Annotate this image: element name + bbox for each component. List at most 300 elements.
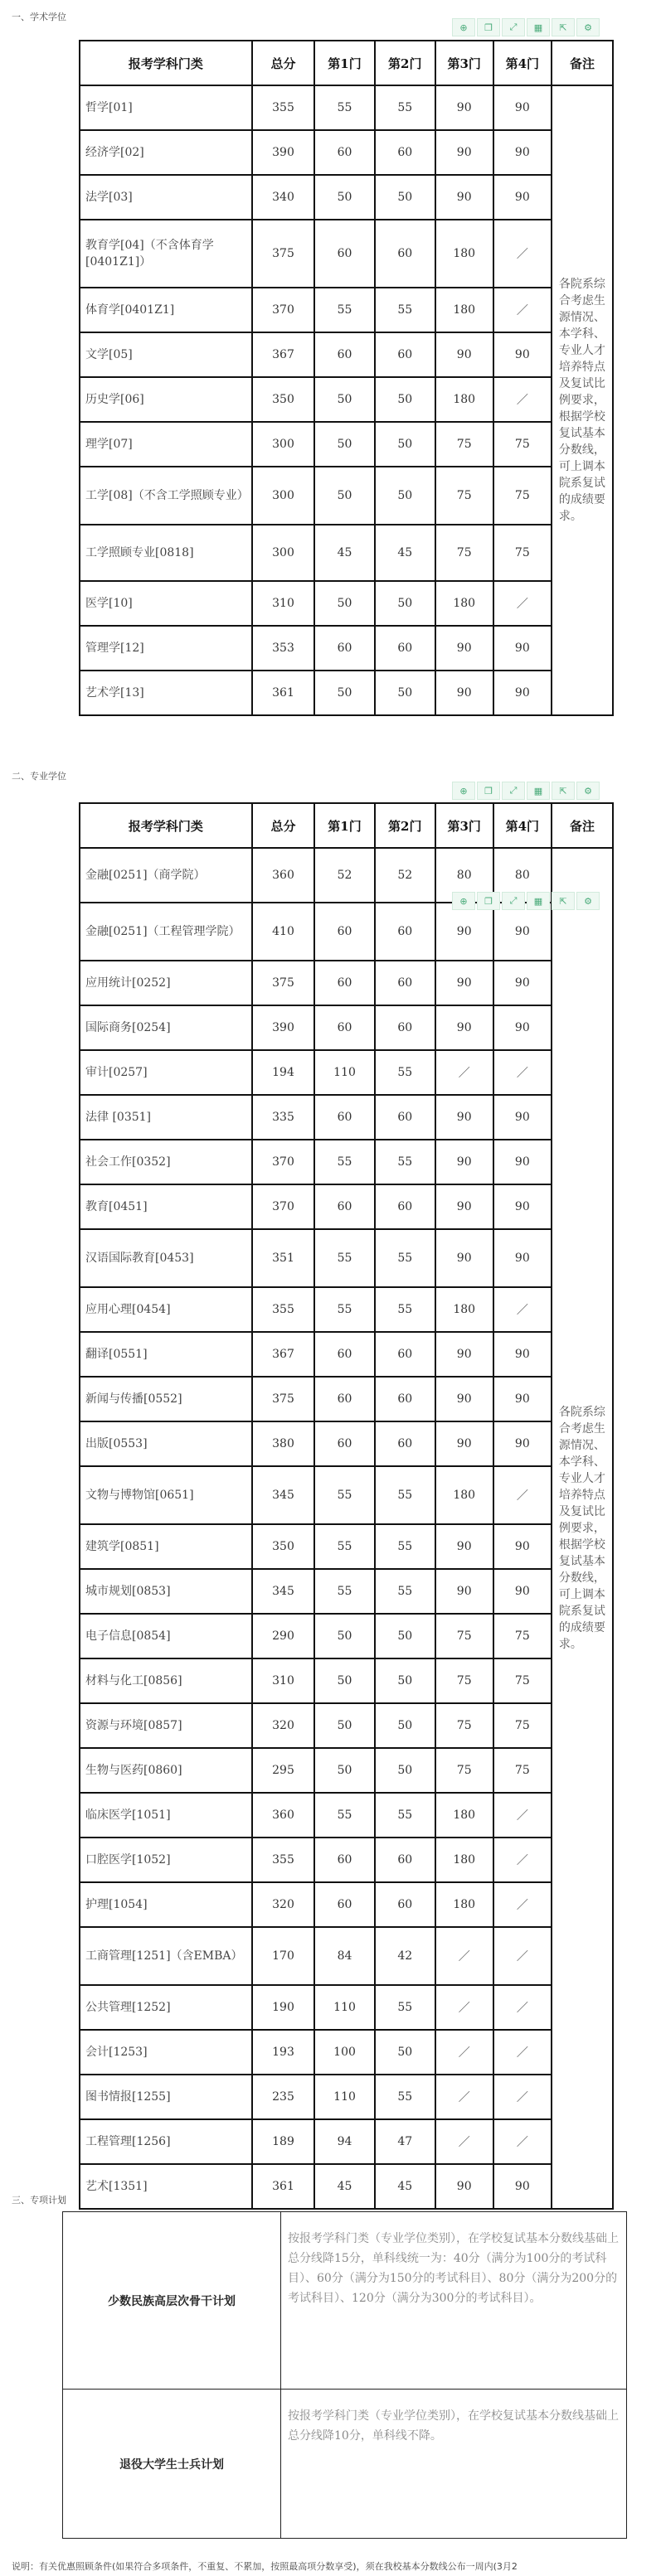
score-cell: 60 <box>314 130 375 175</box>
score-cell: 60 <box>375 332 435 377</box>
score-cell: 60 <box>314 220 375 288</box>
score-cell: ／ <box>493 1838 552 1882</box>
subject-cell: 艺术[1351] <box>80 2164 252 2209</box>
score-cell: 75 <box>493 1703 552 1748</box>
score-cell: 110 <box>314 2075 375 2119</box>
score-cell: ／ <box>493 1985 552 2030</box>
score-cell: 235 <box>252 2075 314 2119</box>
score-cell: 90 <box>493 1005 552 1050</box>
table-icon[interactable]: ▦ <box>527 892 550 910</box>
score-cell: 60 <box>314 1882 375 1927</box>
score-cell: 60 <box>375 1184 435 1229</box>
table-row <box>80 85 613 130</box>
subject-cell: 公共管理[1252] <box>80 1985 252 2030</box>
search-plus-icon[interactable]: ⊕ <box>452 782 475 800</box>
score-cell: 60 <box>375 1332 435 1377</box>
score-cell: 75 <box>435 467 493 525</box>
score-cell: 45 <box>314 525 375 581</box>
score-cell: 90 <box>435 961 493 1005</box>
table-header-row <box>80 41 613 85</box>
table-toolbar-2 <box>452 782 600 800</box>
score-cell: 345 <box>252 1569 314 1614</box>
table-row <box>80 1184 613 1229</box>
score-cell: 90 <box>493 1184 552 1229</box>
score-cell: ／ <box>493 2030 552 2075</box>
score-cell: 375 <box>252 961 314 1005</box>
score-cell: 170 <box>252 1927 314 1985</box>
column-header: 第3门 <box>435 41 493 85</box>
table-row <box>80 1466 613 1524</box>
table-row <box>80 1229 613 1287</box>
score-cell: 75 <box>493 467 552 525</box>
score-cell: 194 <box>252 1050 314 1095</box>
score-cell: 90 <box>435 1229 493 1287</box>
score-cell: 50 <box>375 2030 435 2075</box>
score-cell: 55 <box>375 1985 435 2030</box>
table-row <box>80 2030 613 2075</box>
section-1-title: 一、学术学位 <box>12 12 66 22</box>
subject-cell: 材料与化工[0856] <box>80 1658 252 1703</box>
score-cell: 45 <box>375 525 435 581</box>
subject-cell: 图书情报[1255] <box>80 2075 252 2119</box>
score-cell: 52 <box>375 848 435 903</box>
score-cell: 55 <box>375 1140 435 1184</box>
score-cell: 60 <box>314 1184 375 1229</box>
score-cell: 367 <box>252 332 314 377</box>
score-cell: 50 <box>375 1703 435 1748</box>
score-cell: 90 <box>493 1229 552 1287</box>
score-cell: 355 <box>252 1287 314 1332</box>
score-cell: 335 <box>252 1095 314 1140</box>
table-header-row <box>80 803 613 848</box>
score-cell: 180 <box>435 581 493 626</box>
score-cell: 42 <box>375 1927 435 1985</box>
score-cell: 361 <box>252 671 314 715</box>
subject-cell: 经济学[02] <box>80 130 252 175</box>
table-toolbar-3 <box>452 892 600 910</box>
table-row <box>80 1793 613 1838</box>
score-cell: 90 <box>435 1377 493 1421</box>
copy-icon[interactable]: ❐ <box>477 18 500 36</box>
score-cell: 90 <box>435 175 493 220</box>
column-header: 第2门 <box>375 803 435 848</box>
score-cell: 90 <box>493 1569 552 1614</box>
table-row <box>80 467 613 525</box>
score-cell: 180 <box>435 1287 493 1332</box>
subject-cell: 理学[07] <box>80 422 252 467</box>
score-cell: 190 <box>252 1985 314 2030</box>
plan-name: 退役大学生士兵计划 <box>63 2390 281 2539</box>
table-row <box>80 220 613 288</box>
score-cell: 300 <box>252 422 314 467</box>
expand-icon[interactable]: ⤢ <box>502 892 525 910</box>
score-cell: 55 <box>375 1229 435 1287</box>
professional-degree-table <box>79 802 614 2210</box>
table-row <box>80 903 613 961</box>
score-cell: 55 <box>314 1287 375 1332</box>
subject-cell: 城市规划[0853] <box>80 1569 252 1614</box>
column-header: 备注 <box>552 41 613 85</box>
column-header: 报考学科门类 <box>80 41 252 85</box>
export-icon[interactable]: ⇱ <box>552 892 575 910</box>
score-cell: 60 <box>375 220 435 288</box>
subject-cell: 国际商务[0254] <box>80 1005 252 1050</box>
settings-icon[interactable]: ⚙ <box>576 892 600 910</box>
subject-cell: 建筑学[0851] <box>80 1524 252 1569</box>
score-cell: 50 <box>314 1703 375 1748</box>
subject-cell: 医学[10] <box>80 581 252 626</box>
score-cell: 55 <box>314 1466 375 1524</box>
score-cell: ／ <box>493 1466 552 1524</box>
score-cell: 45 <box>314 2164 375 2209</box>
table-row <box>80 422 613 467</box>
score-cell: 75 <box>435 1703 493 1748</box>
subject-cell: 汉语国际教育[0453] <box>80 1229 252 1287</box>
table-row <box>80 1287 613 1332</box>
score-cell: 390 <box>252 1005 314 1050</box>
table-row <box>80 626 613 671</box>
score-cell: 367 <box>252 1332 314 1377</box>
score-cell: 360 <box>252 1793 314 1838</box>
score-cell: 100 <box>314 2030 375 2075</box>
table-row <box>80 2119 613 2164</box>
subject-cell: 金融[0251]（商学院） <box>80 848 252 903</box>
table-toolbar-1 <box>452 18 600 36</box>
subject-cell: 法律 [0351] <box>80 1095 252 1140</box>
score-cell: 110 <box>314 1050 375 1095</box>
score-cell: 90 <box>435 1184 493 1229</box>
score-cell: 350 <box>252 1524 314 1569</box>
score-cell: 310 <box>252 581 314 626</box>
score-cell: 351 <box>252 1229 314 1287</box>
score-cell: 90 <box>435 903 493 961</box>
score-cell: ／ <box>435 1050 493 1095</box>
score-cell: 90 <box>493 961 552 1005</box>
score-cell: 370 <box>252 1184 314 1229</box>
score-cell: 375 <box>252 220 314 288</box>
remark-cell: 各院系综合考虑生源情况、本学科、专业人才培养特点及复试比例要求，根据学校复试基本分数线，可上调本院系复试的成绩要求。 <box>552 848 613 2209</box>
score-cell: 90 <box>493 85 552 130</box>
score-cell: 60 <box>314 1332 375 1377</box>
subject-cell: 工学照顾专业[0818] <box>80 525 252 581</box>
score-cell: ／ <box>435 2119 493 2164</box>
export-icon[interactable]: ⇱ <box>552 18 575 36</box>
score-cell: 60 <box>314 1095 375 1140</box>
score-cell: 55 <box>314 1569 375 1614</box>
score-cell: 55 <box>375 85 435 130</box>
table-row <box>80 1332 613 1377</box>
score-cell: 80 <box>493 848 552 903</box>
subject-cell: 审计[0257] <box>80 1050 252 1095</box>
score-cell: 55 <box>375 1287 435 1332</box>
settings-icon[interactable]: ⚙ <box>576 18 600 36</box>
score-cell: 375 <box>252 1377 314 1421</box>
score-cell: 360 <box>252 848 314 903</box>
score-cell: 90 <box>435 1421 493 1466</box>
score-cell: 60 <box>375 1095 435 1140</box>
score-cell: ／ <box>493 1882 552 1927</box>
score-cell: 370 <box>252 1140 314 1184</box>
subject-cell: 翻译[0551] <box>80 1332 252 1377</box>
plan-row <box>63 2390 627 2539</box>
score-cell: 60 <box>375 1377 435 1421</box>
column-header: 第3门 <box>435 803 493 848</box>
score-cell: 60 <box>314 626 375 671</box>
column-header: 备注 <box>552 803 613 848</box>
score-cell: 60 <box>314 1421 375 1466</box>
column-header: 总分 <box>252 803 314 848</box>
subject-cell: 工商管理[1251]（含EMBA） <box>80 1927 252 1985</box>
score-cell: 50 <box>314 422 375 467</box>
score-cell: 55 <box>314 1524 375 1569</box>
score-cell: 60 <box>375 903 435 961</box>
subject-cell: 口腔医学[1052] <box>80 1838 252 1882</box>
score-cell: 55 <box>375 1569 435 1614</box>
score-cell: 75 <box>493 1748 552 1793</box>
expand-icon[interactable]: ⤢ <box>502 782 525 800</box>
score-cell: 290 <box>252 1614 314 1658</box>
score-cell: ／ <box>493 2075 552 2119</box>
table-row <box>80 1985 613 2030</box>
section-2-title: 二、专业学位 <box>12 771 66 782</box>
expand-icon[interactable]: ⤢ <box>502 18 525 36</box>
column-header: 第1门 <box>314 41 375 85</box>
score-cell: 90 <box>493 175 552 220</box>
score-cell: 60 <box>375 1005 435 1050</box>
table-row <box>80 961 613 1005</box>
subject-cell: 教育[0451] <box>80 1184 252 1229</box>
score-cell: ／ <box>435 1985 493 2030</box>
score-cell: 55 <box>375 1466 435 1524</box>
score-cell: 90 <box>435 626 493 671</box>
table-row <box>80 1658 613 1703</box>
score-cell: 75 <box>435 1658 493 1703</box>
score-cell: 60 <box>314 1377 375 1421</box>
subject-cell: 金融[0251]（工程管理学院） <box>80 903 252 961</box>
search-plus-icon[interactable]: ⊕ <box>452 18 475 36</box>
score-cell: 90 <box>435 1569 493 1614</box>
subject-cell: 新闻与传播[0552] <box>80 1377 252 1421</box>
table-row <box>80 581 613 626</box>
score-cell: 50 <box>314 1748 375 1793</box>
subject-cell: 文学[05] <box>80 332 252 377</box>
score-cell: 60 <box>314 1005 375 1050</box>
score-cell: 55 <box>314 1140 375 1184</box>
table-row <box>80 377 613 422</box>
score-cell: ／ <box>493 1287 552 1332</box>
subject-cell: 出版[0553] <box>80 1421 252 1466</box>
score-cell: 90 <box>435 1095 493 1140</box>
table-row <box>80 332 613 377</box>
score-cell: 47 <box>375 2119 435 2164</box>
score-cell: 90 <box>435 1005 493 1050</box>
score-cell: 75 <box>493 1658 552 1703</box>
score-cell: 345 <box>252 1466 314 1524</box>
score-cell: 60 <box>314 903 375 961</box>
score-cell: 50 <box>375 175 435 220</box>
plan-name: 少数民族高层次骨干计划 <box>63 2212 281 2390</box>
subject-cell: 生物与医药[0860] <box>80 1748 252 1793</box>
table-row <box>80 1095 613 1140</box>
score-cell: 320 <box>252 1882 314 1927</box>
copy-icon[interactable]: ❐ <box>477 892 500 910</box>
score-cell: 60 <box>314 961 375 1005</box>
score-cell: 300 <box>252 525 314 581</box>
score-cell: 90 <box>493 1377 552 1421</box>
score-cell: 55 <box>375 288 435 332</box>
score-cell: 50 <box>375 581 435 626</box>
table-row <box>80 671 613 715</box>
score-cell: 90 <box>493 332 552 377</box>
score-cell: 90 <box>493 1332 552 1377</box>
subject-cell: 法学[03] <box>80 175 252 220</box>
score-cell: 355 <box>252 1838 314 1882</box>
score-cell: 295 <box>252 1748 314 1793</box>
score-cell: 75 <box>493 1614 552 1658</box>
score-cell: 90 <box>493 626 552 671</box>
subject-cell: 工学[08]（不含工学照顾专业） <box>80 467 252 525</box>
academic-degree-table <box>79 40 614 716</box>
subject-cell: 会计[1253] <box>80 2030 252 2075</box>
score-cell: 55 <box>375 1524 435 1569</box>
score-cell: ／ <box>493 377 552 422</box>
table-row <box>80 288 613 332</box>
score-cell: 90 <box>493 1524 552 1569</box>
score-cell: 60 <box>375 130 435 175</box>
score-cell: 94 <box>314 2119 375 2164</box>
score-cell: 75 <box>435 422 493 467</box>
export-icon[interactable]: ⇱ <box>552 782 575 800</box>
score-cell: 50 <box>314 175 375 220</box>
subject-cell: 资源与环境[0857] <box>80 1703 252 1748</box>
score-cell: 361 <box>252 2164 314 2209</box>
score-cell: 189 <box>252 2119 314 2164</box>
score-cell: 90 <box>435 85 493 130</box>
subject-cell: 体育学[0401Z1] <box>80 288 252 332</box>
score-cell: 180 <box>435 1882 493 1927</box>
subject-cell: 护理[1054] <box>80 1882 252 1927</box>
score-cell: 180 <box>435 1793 493 1838</box>
column-header: 第2门 <box>375 41 435 85</box>
score-cell: 370 <box>252 288 314 332</box>
score-cell: 310 <box>252 1658 314 1703</box>
table-icon[interactable]: ▦ <box>527 782 550 800</box>
score-cell: 55 <box>314 288 375 332</box>
subject-cell: 应用心理[0454] <box>80 1287 252 1332</box>
column-header: 总分 <box>252 41 314 85</box>
score-cell: 180 <box>435 1838 493 1882</box>
score-cell: 55 <box>375 1050 435 1095</box>
settings-icon[interactable]: ⚙ <box>576 782 600 800</box>
score-cell: 90 <box>435 332 493 377</box>
score-cell: ／ <box>493 220 552 288</box>
score-cell: ／ <box>493 1050 552 1095</box>
score-cell: 80 <box>435 848 493 903</box>
table-row <box>80 1050 613 1095</box>
score-cell: 75 <box>435 525 493 581</box>
score-cell: 180 <box>435 377 493 422</box>
table-row <box>80 2164 613 2209</box>
score-cell: 90 <box>493 1421 552 1466</box>
plan-row <box>63 2212 627 2390</box>
table-row <box>80 1005 613 1050</box>
score-cell: 90 <box>493 1095 552 1140</box>
score-cell: 75 <box>435 1614 493 1658</box>
score-cell: 355 <box>252 85 314 130</box>
score-cell: 110 <box>314 1985 375 2030</box>
score-cell: 55 <box>314 1793 375 1838</box>
table-icon[interactable]: ▦ <box>527 18 550 36</box>
score-cell: 84 <box>314 1927 375 1985</box>
subject-cell: 教育学[04]（不含体育学[0401Z1]） <box>80 220 252 288</box>
score-cell: 50 <box>314 671 375 715</box>
score-cell: ／ <box>435 2030 493 2075</box>
score-cell: 353 <box>252 626 314 671</box>
score-cell: 90 <box>493 2164 552 2209</box>
column-header: 第4门 <box>493 803 552 848</box>
score-cell: 50 <box>314 1658 375 1703</box>
score-cell: 60 <box>375 626 435 671</box>
subject-cell: 历史学[06] <box>80 377 252 422</box>
subject-cell: 社会工作[0352] <box>80 1140 252 1184</box>
table-row <box>80 2075 613 2119</box>
score-cell: 180 <box>435 220 493 288</box>
plan-desc: 按报考学科门类（专业学位类别），在学校复试基本分数线基础上总分线降15分，单科线统一为：40分（满分为100分的考试科目）、60分（满分为150分的考试科目）、80分（满分为200分的考试科目）、120分（满分为300分的考试科目）。 <box>281 2212 627 2390</box>
score-cell: 90 <box>493 130 552 175</box>
score-cell: 50 <box>314 581 375 626</box>
score-cell: 90 <box>435 1140 493 1184</box>
table-row <box>80 525 613 581</box>
score-cell: 50 <box>375 1658 435 1703</box>
table-row <box>80 1569 613 1614</box>
score-cell: 45 <box>375 2164 435 2209</box>
score-cell: 380 <box>252 1421 314 1466</box>
score-cell: 50 <box>375 1614 435 1658</box>
score-cell: 50 <box>375 467 435 525</box>
score-cell: 90 <box>493 1140 552 1184</box>
score-cell: 50 <box>375 671 435 715</box>
table-row <box>80 1927 613 1985</box>
score-cell: 55 <box>314 85 375 130</box>
score-cell: 320 <box>252 1703 314 1748</box>
score-cell: 50 <box>314 467 375 525</box>
table-row <box>80 1421 613 1466</box>
score-cell: 60 <box>314 332 375 377</box>
column-header: 报考学科门类 <box>80 803 252 848</box>
table-row <box>80 1703 613 1748</box>
table-row <box>80 1838 613 1882</box>
score-cell: 390 <box>252 130 314 175</box>
score-cell: 90 <box>435 2164 493 2209</box>
search-plus-icon[interactable]: ⊕ <box>452 892 475 910</box>
copy-icon[interactable]: ❐ <box>477 782 500 800</box>
subject-cell: 电子信息[0854] <box>80 1614 252 1658</box>
plan-desc: 按报考学科门类（专业学位类别），在学校复试基本分数线基础上总分线降10分，单科线不降。 <box>281 2390 627 2539</box>
score-cell: 55 <box>375 2075 435 2119</box>
score-cell: 90 <box>493 903 552 961</box>
score-cell: 60 <box>375 1421 435 1466</box>
footnote: 说明：有关优惠照顾条件(如果符合多项条件，不重复、不累加，按照最高项分数享受)，须在我校基本分数线公布一周内(3月2 <box>12 2561 518 2572</box>
score-cell: ／ <box>493 1793 552 1838</box>
score-cell: 180 <box>435 288 493 332</box>
subject-cell: 文物与博物馆[0651] <box>80 1466 252 1524</box>
score-cell: 60 <box>375 1882 435 1927</box>
score-cell: 50 <box>375 1748 435 1793</box>
table-row <box>80 1748 613 1793</box>
table-row <box>80 130 613 175</box>
section-3-title: 三、专项计划 <box>12 2195 66 2206</box>
score-cell: 340 <box>252 175 314 220</box>
